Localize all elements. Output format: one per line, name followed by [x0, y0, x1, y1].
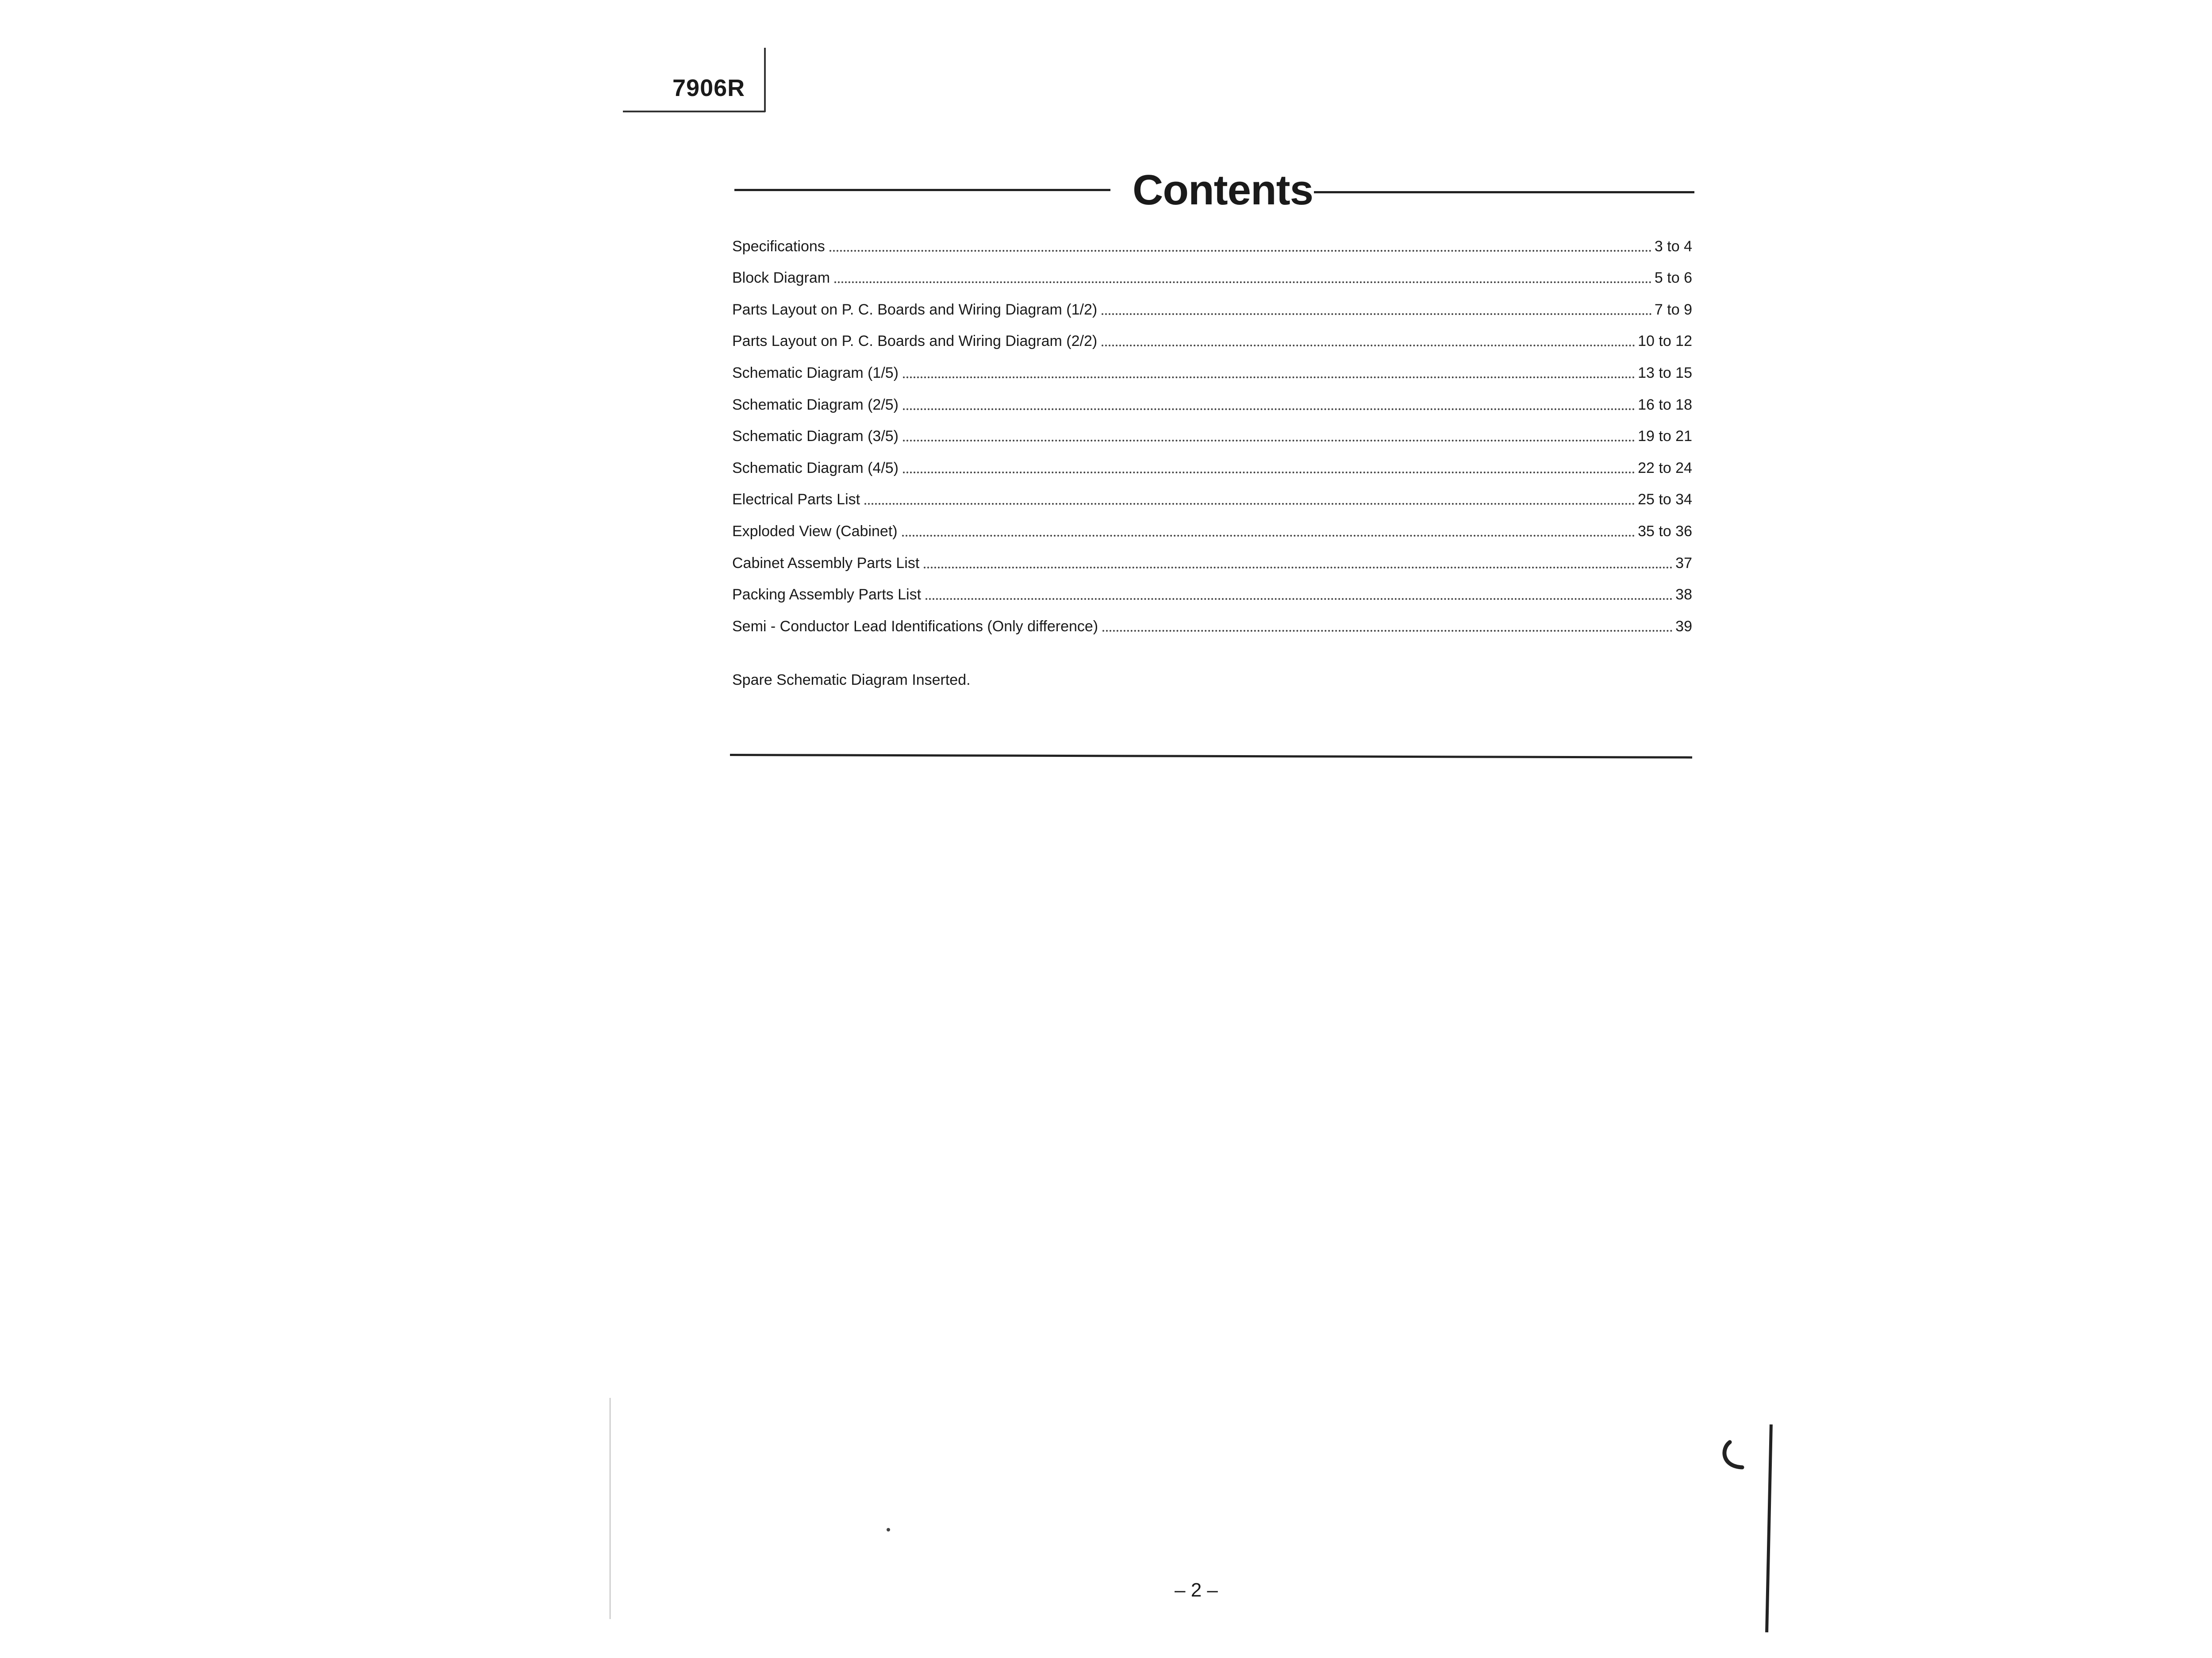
toc-entry-label: Semi - Conductor Lead Identifications (Only difference)	[732, 618, 1098, 635]
model-code-border-vertical	[764, 48, 766, 112]
page-number: – 2 –	[1175, 1579, 1218, 1601]
table-of-contents	[732, 223, 1692, 635]
toc-entry	[732, 414, 1692, 445]
note-text: Spare Schematic Diagram Inserted.	[732, 672, 971, 688]
toc-entry-label: Schematic Diagram (2/5)	[732, 396, 899, 413]
scan-edge-mark-right	[1765, 1424, 1773, 1632]
toc-entry-label: Schematic Diagram (1/5)	[732, 364, 899, 381]
toc-entry	[732, 255, 1692, 287]
toc-entry	[732, 603, 1692, 635]
toc-entry	[732, 319, 1692, 350]
toc-entry-pages: 10 to 12	[1638, 333, 1692, 350]
toc-entry-label: Parts Layout on P. C. Boards and Wiring Diagram (2/2)	[732, 333, 1098, 350]
toc-entry-label: Cabinet Assembly Parts List	[732, 554, 920, 572]
bottom-rule	[730, 754, 1692, 759]
heading-rule-right	[1314, 191, 1694, 193]
toc-entry	[732, 445, 1692, 477]
toc-entry	[732, 477, 1692, 509]
scan-edge-mark-left	[610, 1398, 611, 1619]
toc-entry-pages: 22 to 24	[1638, 459, 1692, 476]
toc-entry	[732, 350, 1692, 382]
contents-heading	[734, 164, 1694, 217]
heading-rule-left	[734, 189, 1110, 191]
model-code-label: 7906R	[672, 75, 745, 101]
toc-leader-dots	[830, 250, 1652, 252]
toc-leader-dots	[924, 567, 1673, 568]
toc-leader-dots	[1102, 313, 1652, 315]
toc-entry-pages: 13 to 15	[1638, 364, 1692, 381]
toc-entry	[732, 540, 1692, 572]
toc-entry	[732, 382, 1692, 414]
toc-leader-dots	[903, 472, 1635, 473]
toc-leader-dots	[1102, 345, 1635, 346]
toc-leader-dots	[903, 440, 1635, 441]
toc-entry-pages: 16 to 18	[1638, 396, 1692, 413]
toc-leader-dots	[902, 535, 1636, 537]
toc-entry	[732, 287, 1692, 319]
toc-entry-pages: 7 to 9	[1654, 301, 1692, 318]
toc-entry	[732, 223, 1692, 255]
toc-entry-pages: 37	[1675, 554, 1692, 572]
toc-entry-pages: 25 to 34	[1638, 491, 1692, 508]
toc-entry-label: Parts Layout on P. C. Boards and Wiring Diagram (1/2)	[732, 301, 1098, 318]
toc-entry-label: Exploded View (Cabinet)	[732, 522, 898, 540]
toc-entry-pages: 19 to 21	[1638, 428, 1692, 445]
toc-entry-label: Schematic Diagram (3/5)	[732, 428, 899, 445]
toc-entry	[732, 508, 1692, 540]
toc-entry-pages: 38	[1675, 586, 1692, 603]
toc-entry-label: Electrical Parts List	[732, 491, 860, 508]
toc-entry-pages: 5 to 6	[1654, 269, 1692, 287]
toc-entry-label: Packing Assembly Parts List	[732, 586, 922, 603]
toc-entry-label: Block Diagram	[732, 269, 830, 287]
toc-entry	[732, 572, 1692, 604]
toc-leader-dots	[864, 503, 1635, 505]
scan-speck	[887, 1528, 890, 1531]
toc-leader-dots	[903, 408, 1635, 410]
toc-entry-pages: 3 to 4	[1654, 238, 1692, 255]
toc-entry-pages: 35 to 36	[1638, 522, 1692, 540]
toc-entry-label: Specifications	[732, 238, 825, 255]
scan-curve-mark	[1717, 1440, 1752, 1475]
toc-leader-dots	[903, 376, 1635, 378]
toc-leader-dots	[1102, 630, 1673, 632]
page-title: Contents	[1133, 166, 1313, 214]
model-code-border-horizontal	[623, 111, 765, 112]
toc-entry-pages: 39	[1675, 618, 1692, 635]
toc-leader-dots	[926, 598, 1673, 600]
toc-leader-dots	[834, 281, 1652, 283]
toc-entry-label: Schematic Diagram (4/5)	[732, 459, 899, 476]
